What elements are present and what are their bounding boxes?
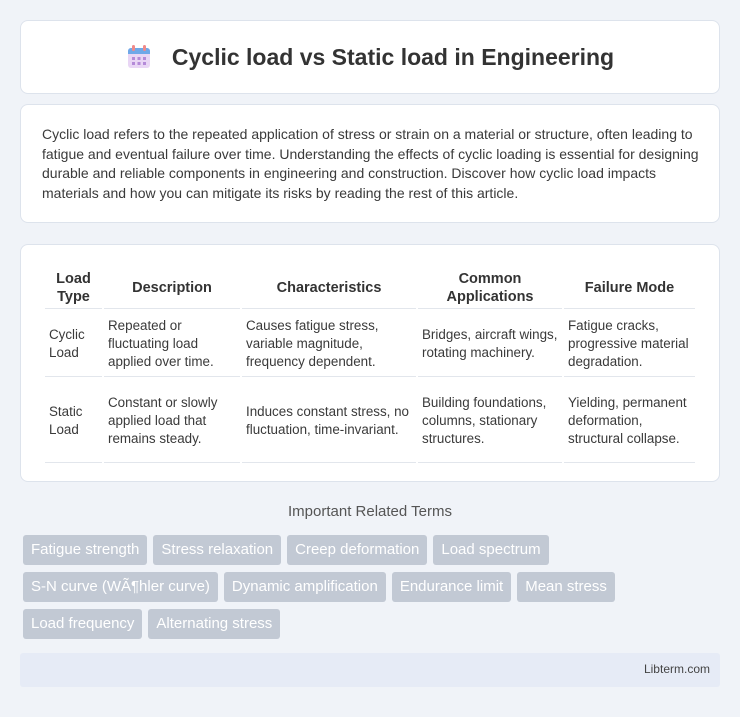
related-terms-title: Important Related Terms <box>288 503 452 520</box>
tag-fatigue-strength[interactable]: Fatigue strength <box>23 535 147 565</box>
table-cell: Static Load <box>45 379 102 463</box>
header-common-applications: Common Applications <box>418 267 562 309</box>
related-terms-list <box>23 535 723 646</box>
tag-sn-curve[interactable]: S-N curve (WÃ¶hler curve) <box>23 572 218 602</box>
tag-alternating-stress[interactable]: Alternating stress <box>148 609 280 639</box>
calendar-icon <box>126 45 152 69</box>
header-load-type: Load Type <box>45 267 102 309</box>
footer <box>20 653 720 687</box>
table-cell: Constant or slowly applied load that remains steady. <box>104 379 240 463</box>
table-cell: Yielding, permanent deformation, structural collapse. <box>564 379 695 463</box>
tag-load-spectrum[interactable]: Load spectrum <box>433 535 548 565</box>
table-cell: Causes fatigue stress, variable magnitude, frequency dependent. <box>242 311 416 377</box>
header-characteristics: Characteristics <box>242 267 416 309</box>
intro-card <box>20 104 720 223</box>
tag-endurance-limit[interactable]: Endurance limit <box>392 572 511 602</box>
table-row <box>45 379 695 463</box>
header-failure-mode: Failure Mode <box>564 267 695 309</box>
table-header-row <box>45 267 695 309</box>
tag-dynamic-amplification[interactable]: Dynamic amplification <box>224 572 386 602</box>
tag-load-frequency[interactable]: Load frequency <box>23 609 142 639</box>
intro-text: Cyclic load refers to the repeated application of stress or strain on a material or structure, often leading to fatigue and eventual failure over time. Understanding the effects of cyclic loading is essential for designing durable and reliable components in engineering and construction. Discover how cyclic load impacts materials and how you can mitigate its risks by reading the rest of this article. <box>42 126 699 201</box>
table-cell: Induces constant stress, no fluctuation, time-invariant. <box>242 379 416 463</box>
table-cell: Fatigue cracks, progressive material degradation. <box>564 311 695 377</box>
comparison-table <box>43 265 697 465</box>
footer-brand[interactable]: Libterm.com <box>643 662 710 676</box>
page-title: Cyclic load vs Static load in Engineering <box>171 43 615 70</box>
comparison-table-card <box>20 244 720 482</box>
table-cell: Cyclic Load <box>45 311 102 377</box>
header-card <box>20 20 720 94</box>
tag-mean-stress[interactable]: Mean stress <box>517 572 615 602</box>
tag-stress-relaxation[interactable]: Stress relaxation <box>153 535 281 565</box>
table-row <box>45 311 695 377</box>
table-cell: Repeated or fluctuating load applied over time. <box>104 311 240 377</box>
header-description: Description <box>104 267 240 309</box>
table-cell: Building foundations, columns, stationary structures. <box>418 379 562 463</box>
table-cell: Bridges, aircraft wings, rotating machinery. <box>418 311 562 377</box>
tag-creep-deformation[interactable]: Creep deformation <box>287 535 427 565</box>
